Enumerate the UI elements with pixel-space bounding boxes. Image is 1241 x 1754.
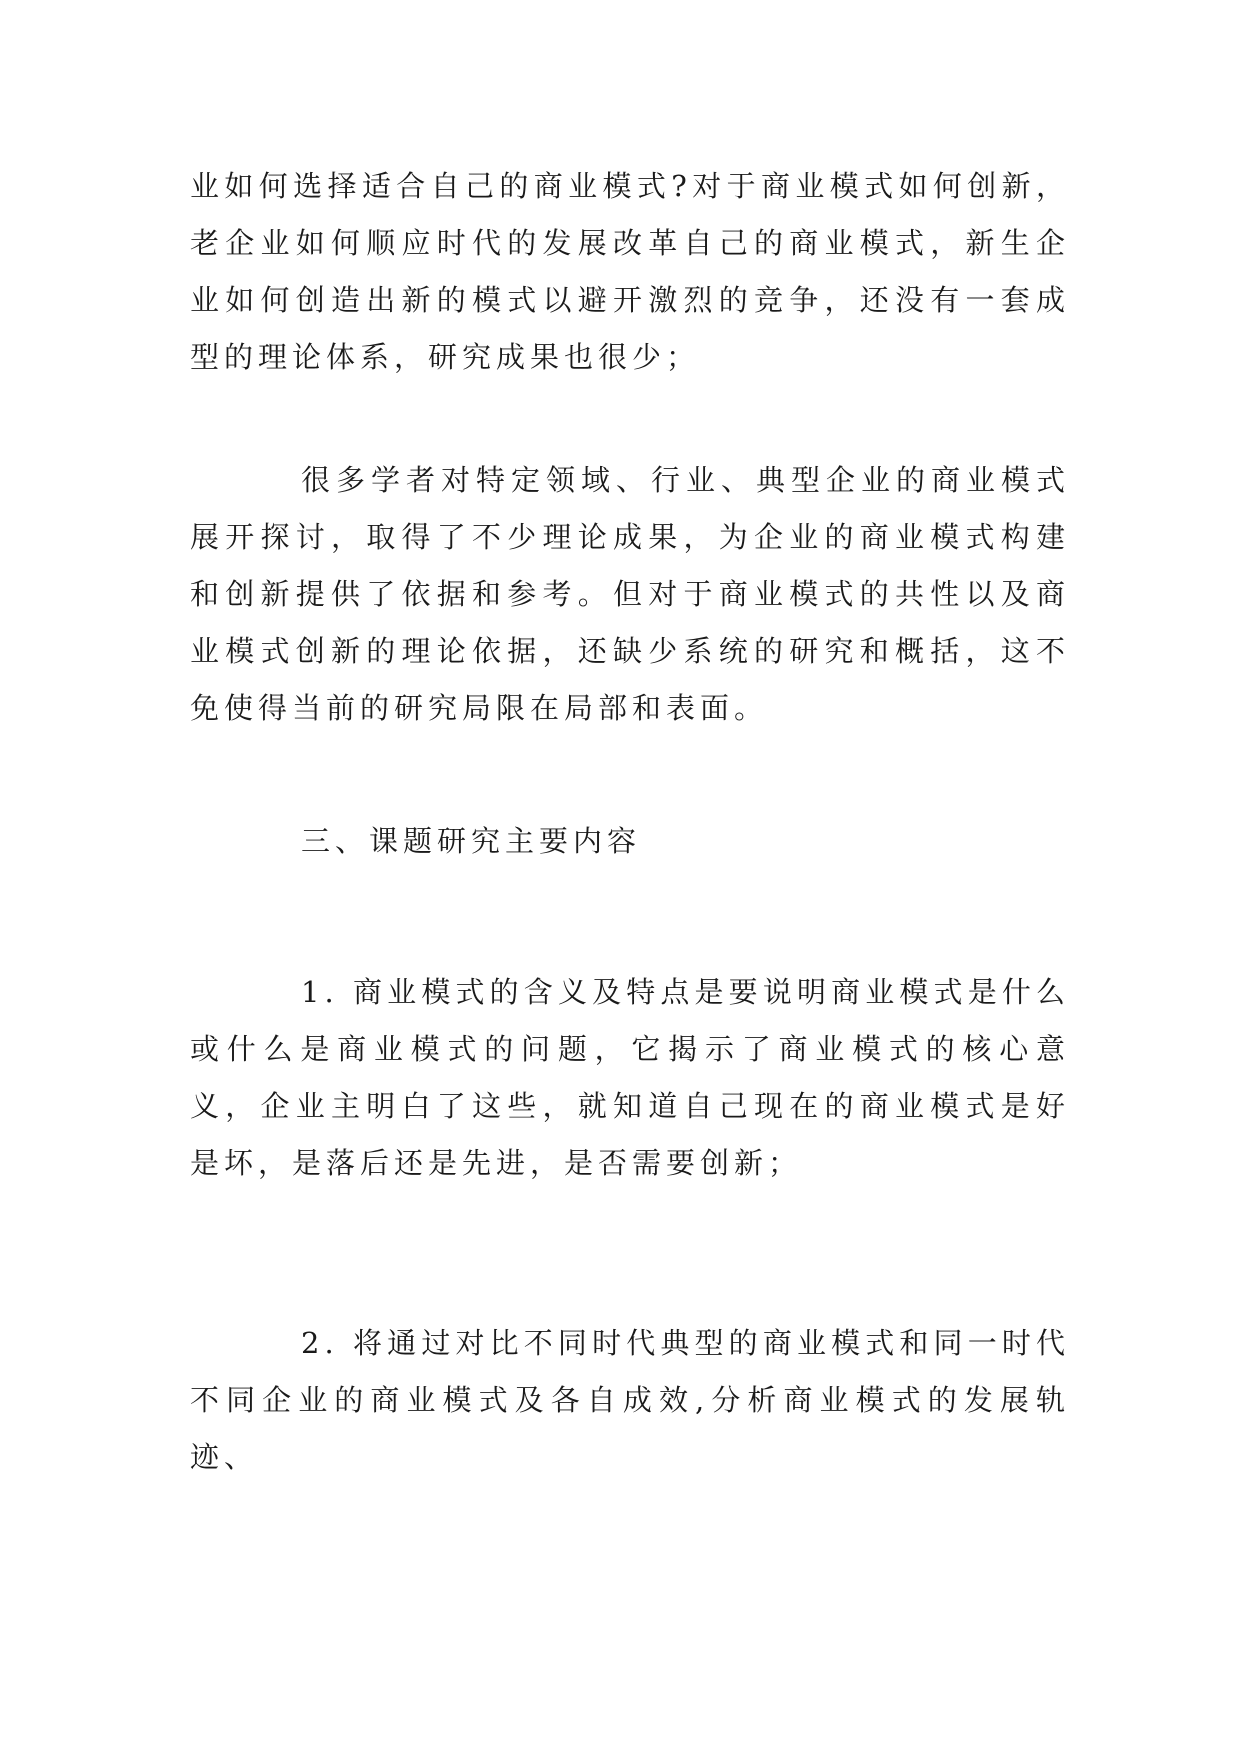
paragraph-item-2: 2. 将通过对比不同时代典型的商业模式和同一时代不同企业的商业模式及各自成效,分析商业模式的发展轨迹、 [190,1326,1070,1474]
section-heading: 三、课题研究主要内容 [301,824,642,858]
paragraph-research-status: 很多学者对特定领域、行业、典型企业的商业模式展开探讨，取得了不少理论成果，为企业的商业模式构建和创新提供了依据和参考。但对于商业模式的共性以及商业模式创新的理论依据，还缺少系统的研究和概括，这不免使得当前的研究局限在局部和表面。 [190,463,1070,725]
paragraph-item-1: 1. 商业模式的含义及特点是要说明商业模式是什么或什么是商业模式的问题，它揭示了商业模式的核心意义，企业主明白了这些，就知道自己现在的商业模式是好是坏，是落后还是先进，是否需要创新； [190,975,1070,1180]
paragraph-continuation: 业如何选择适合自己的商业模式?对于商业模式如何创新，老企业如何顺应时代的发展改革自己的商业模式，新生企业如何创造出新的模式以避开激烈的竞争，还没有一套成型的理论体系，研究成果也很少； [190,169,1070,374]
